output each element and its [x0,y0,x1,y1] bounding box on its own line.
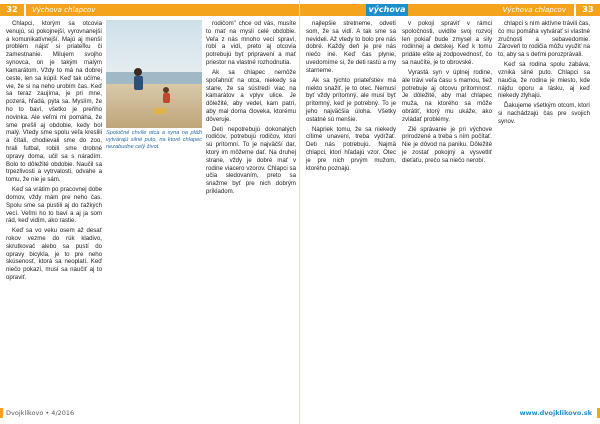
beach-photo [106,20,202,128]
right-footer-url: www.dvojklikovo.sk [519,409,592,417]
paragraph: Keď sa vo veku osem až desať rokov vezme do rúk kladivo, skrutkovač alebo sa pustí do opravy bicykla, je to pre neho skúsenosť, ktorá sa neoplatí. Keď niečo pokazí, musí sa naučiť aj to opraviť. [6,227,102,281]
left-text-column-3 [206,20,296,402]
left-header-bar [26,4,300,16]
paragraph: Ďakujeme všetkým otcom, ktorí si nachádzajú čas pre svojich synov. [498,102,590,125]
paragraph: Napriek tomu, že sa niekedy cítime unavení, treba vydržať. Deti nás potrebujú. Najmä chlapci, ktorí hľadajú vzor. Otec je pre nich prvým mužom, ktorého poznajú. [306,125,396,172]
paragraph: Keď sa rodina spolu zabáva, vzniká silné puto. Chlapci sa naučia, že rodina je miesto, kde nájdu oporu a lásku, aj keď niekedy zlyhajú. [498,61,590,100]
paragraph: chlapci s ním aktívne trávili čas, čo mu pomáha vytvárať si vlastné zručnosti a sebavedomie. Zároveň to rodičia môžu využiť na to, aby sa s deťmi porozprávali. [498,20,590,59]
right-text-column-1 [306,20,396,402]
left-section-title: Výchova chlapcov [32,6,96,14]
left-page-number: 32 [0,4,24,16]
paragraph: Zlé správanie je pri výchove prirodzené a treba s ním počítať. Nie je dôvod na paniku. Dôležité je zostať pokojný a vysvetliť dieťaťu, prečo sa niečo nerobí. [402,125,492,164]
left-footer-accent [0,408,3,418]
right-text-column-3 [498,20,590,402]
left-footer: Dvojklíkovo • 4/2016 [6,409,75,417]
right-page-number: 33 [576,4,600,16]
paragraph: Ak sa týchto priateľstiev má niekto snažiť, je to otec. Nemusí byť vždy prítomný, ale musí byť prítomný, keď je potrebný. To je jeho najväčšia úloha. Všetky ostatné sú menšie. [306,76,396,123]
paragraph: najlepšie stretneme, odvetí som, že sa vidí. A tak sme sa nevideli. Až vtedy to bolo pre nás dobré. Každý deň je pre nás niečo iné. Keď čas plynie, uvedomíme si, že deti rastú a my starneme. [306,20,396,74]
right-page [300,0,600,424]
paragraph: v pokoji spraviť v rámci spoločnosti, uvidíte svoj rozvoj len pokiaľ bude zmysel a sily rodinnej a detskej. Keď k tomu pridáte ešte aj zodpovednosť, čo sa naučíte, je to obrovské. [402,20,492,67]
paragraph: rodičom" chce od vás, musíte to mať na mysli celé obdobie. Veľa z nás mnoho vecí spraví, robí a vidí, preto aj otcovia potrebujú byť pripravení a mať priestor na vlastné rozhodnutia. [206,20,296,67]
paragraph: Deti nepotrebujú dokonalých rodičov, potrebujú rodičov, ktorí sú prítomní. To je najväčší dar, ktorý im môžeme dať. Na druhej strane, vždy je dobré mať v rodine viacero vzorov. Chlapci sa učia sledovaním, preto sa snažme byť pre nich dobrým príkladom. [206,125,296,196]
left-text-column-1 [6,20,102,402]
right-header-bar [300,4,574,16]
photo-caption: Spoločné chvíle otca a syna na pláži vytvárajú silné puto, na ktoré chlapec nezabudne celý život. [106,130,202,150]
paragraph: Ak sa chlapec nemôže spoľahnúť na otca, niekedy sa stane, že sa sústredí viac na kamarátov a vplyv ulice. Je dôležité, aby vedel, kam patrí, aby mal doma človeka, ktorému dôveruje. [206,68,296,123]
paragraph: Vyrastá syn v úplnej rodine, ale trávi veľa času s mamou, tiež potrebuje aj otcovu prítomnosť. Je dôležité, aby mal chlapec muža, na ktorého sa môže obrátiť, ktorý mu ukáže, ako zvládať problémy. [402,68,492,123]
paragraph: Chlapci, ktorým sa otcovia venujú, sú pokojnejší, vyrovnanejší a komunikatívnejší. Majú aj menší problém nájsť si priateľku či zamestnanie. Milujem svojho synovca, on je takým malým kamarátom. Vždy to má na dobrej ceste, len sa kúpil. Keď tak učíme, vie, že si na neho urobím čas. Keď sa teraz zaujíma, je pri mne, pozerá, hľadá, pýta sa. Myslím, že ho to baví, všetko je preňho novinka. Ale veľmi mi pomáha, že sme prešli aj obdobie, kedy bol malý. Vtedy sme spolu veľa kreslili a čítali, chodievali sme do zoo, hrali futbal, robili sme drobné opravy doma, učil sa s náradím. Bolo to dôležité obdobie. Naučil sa trpezlivosti a vytrvalosti, odvahe a tomu, že nie je sám. [6,20,102,184]
paragraph: Keď sa vrátim po pracovnej dobe domov, vždy mám pre neho čas. Spolu sme sa pustili aj do ťažkých vecí. Veľmi ho to baví a aj ja som rád, keď vidím, ako rastie. [6,186,102,225]
brand-label: výchova [366,4,408,16]
right-section-title: Výchova chlapcov [502,6,566,14]
right-text-column-2 [402,20,492,402]
